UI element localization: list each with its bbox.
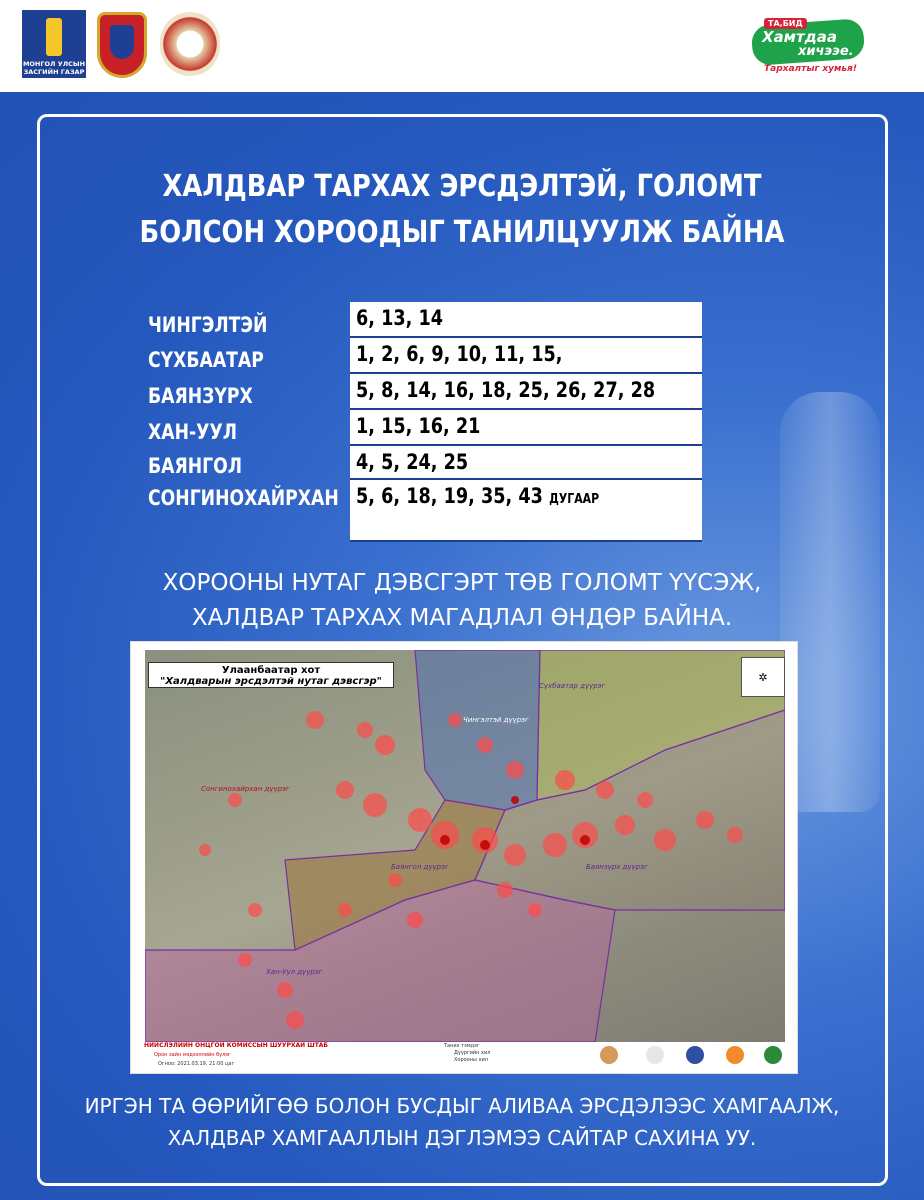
- district-label-bayangol: Баянгол дүүрэг: [391, 863, 449, 871]
- district-values-suffix: ДУГААР: [549, 492, 600, 507]
- bottom-line: ИРГЭН ТА ӨӨРИЙГӨӨ БОЛОН БУСДЫГ АЛИВАА ЭРСДЭЛЭЭС ХАМГААЛЖ,: [84, 1094, 840, 1118]
- footer-unit: Орон зайн мэдээллийн бүлэг: [154, 1052, 231, 1058]
- brand-tag: ТА,БИД: [764, 18, 807, 29]
- map-title-box: [148, 662, 394, 688]
- district-label: ХАН-УУЛ: [148, 420, 238, 444]
- map-satellite: [145, 650, 785, 1042]
- legend-title: Таних тэмдэг: [444, 1043, 480, 1049]
- chingeltei-district-area: [415, 650, 540, 810]
- footer-hq: НИЙСЛЭЛИЙН ОНЦГОЙ КОМИССЫН ШУУРХАЙ ШТАБ: [144, 1042, 329, 1049]
- legend-item: Хорооны хил: [454, 1057, 488, 1063]
- government-logo: [22, 10, 86, 78]
- title-line: БОЛСОН ХОРООДЫГ ТАНИЛЦУУЛЖ БАЙНА: [139, 215, 785, 250]
- subtitle-line: ХОРООНЫ НУТАГ ДЭВСГЭРТ ТӨВ ГОЛОМТ ҮҮСЭЖ,: [162, 570, 762, 596]
- map-subtitle: "Халдварын эрсдэлтэй нутаг дэвсгэр": [160, 676, 382, 687]
- brand-line1: Хамтдаа: [762, 28, 837, 46]
- district-label: БАЯНЗҮРХ: [148, 384, 253, 408]
- district-values-box: [350, 302, 702, 338]
- risk-map: [130, 641, 798, 1074]
- district-values-numbers: 5, 6, 18, 19, 35, 43: [356, 484, 543, 508]
- district-label-khan-uul: Хан-Уул дүүрэг: [266, 968, 323, 976]
- compass-icon: ✲: [741, 657, 785, 697]
- district-label-bayanzurkh: Баянзүрх дүүрэг: [586, 863, 648, 871]
- district-values-box: [350, 446, 702, 480]
- district-values: 5, 8, 14, 16, 18, 25, 26, 27, 28: [356, 378, 656, 402]
- footer-date: Огноо: 2021.03.19, 21:00 цаг: [158, 1061, 235, 1067]
- title-line: ХАЛДВАР ТАРХАХ ЭРСДЭЛТЭЙ, ГОЛОМТ: [162, 169, 762, 204]
- bottom-message: [60, 1090, 864, 1154]
- district-values: [356, 484, 599, 508]
- district-values-box: [350, 338, 702, 374]
- district-label-songinokhairkhan: Сонгинохайрхан дүүрэг: [201, 785, 290, 793]
- district-label: ЧИНГЭЛТЭЙ: [148, 313, 268, 337]
- district-values: 1, 15, 16, 21: [356, 414, 481, 438]
- page-title: [116, 164, 807, 256]
- district-values-box: [350, 374, 702, 410]
- city-emblem-logo: [160, 12, 220, 76]
- footer-logo-icon: [764, 1046, 782, 1064]
- legend-item: Дүүргийн хил: [454, 1050, 491, 1056]
- district-label: СҮХБААТАР: [148, 348, 264, 372]
- district-values-box: [350, 480, 702, 542]
- footer-logo-icon: [600, 1046, 618, 1064]
- brand-slogan: Тархалтыг хумья!: [764, 64, 857, 74]
- footer-logo-icon: [726, 1046, 744, 1064]
- footer-logo-icon: [646, 1046, 664, 1064]
- district-values: 1, 2, 6, 9, 10, 11, 15,: [356, 342, 563, 366]
- district-label-sukhbaatar: Сүхбаатар дүүрэг: [539, 682, 606, 690]
- gov-logo-text: МОНГОЛ УЛСЫН ЗАСГИЙН ГАЗАР: [22, 60, 86, 76]
- district-values: 6, 13, 14: [356, 306, 444, 330]
- campaign-logo: [752, 14, 868, 78]
- map-title: Улаанбаатар хот: [221, 665, 321, 676]
- bottom-line: ХАЛДВАР ХАМГААЛЛЫН ДЭГЛЭМЭЭ САЙТАР САХИНА УУ.: [167, 1126, 757, 1150]
- subtitle-line: ХАЛДВАР ТАРХАХ МАГАДЛАЛ ӨНДӨР БАЙНА.: [191, 605, 733, 631]
- map-overlay: [145, 650, 785, 1042]
- brand-line2: хичээе.: [798, 44, 854, 59]
- soyombo-icon: [46, 18, 62, 56]
- district-label-chingeltei: Чингэлтэй дүүрэг: [463, 716, 529, 724]
- district-values: 4, 5, 24, 25: [356, 450, 469, 474]
- footer-logo-icon: [686, 1046, 704, 1064]
- district-label: БАЯНГОЛ: [148, 454, 243, 478]
- district-values-box: [350, 410, 702, 446]
- subtitle: [60, 566, 864, 636]
- emergency-shield-logo: [97, 12, 147, 78]
- district-label: СОНГИНОХАЙРХАН: [148, 486, 339, 510]
